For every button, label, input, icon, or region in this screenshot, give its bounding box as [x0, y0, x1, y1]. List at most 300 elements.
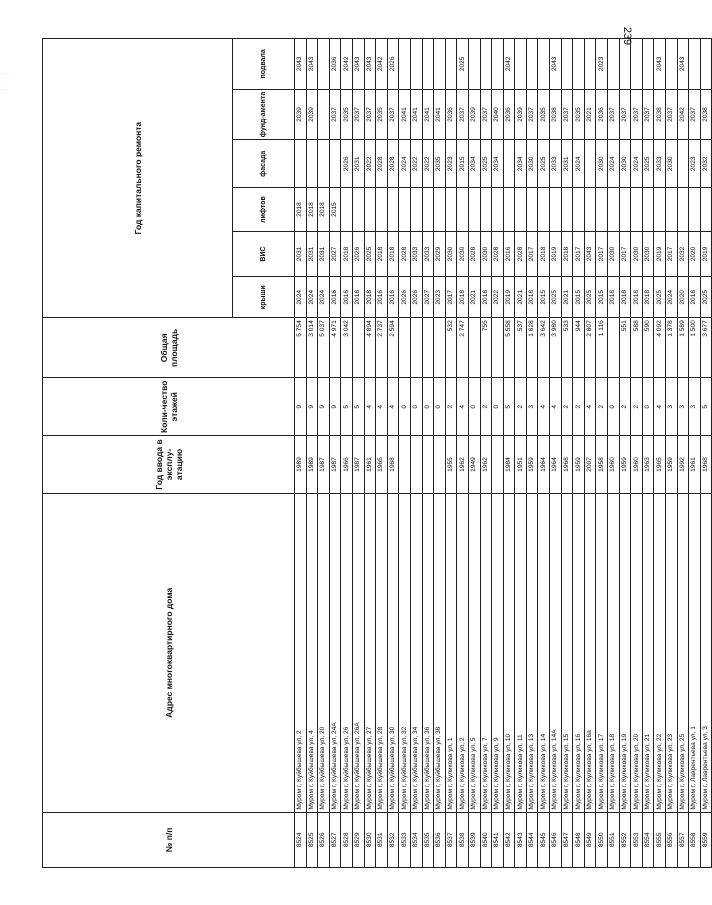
- cell-vis: 2025: [364, 231, 376, 277]
- cell-vis: 2030: [480, 231, 492, 277]
- cell-facade: [329, 140, 341, 188]
- cell-facade: 2023: [445, 140, 457, 188]
- header-lifts: лифтов: [233, 188, 295, 231]
- cell-foundation: 2041: [434, 89, 446, 140]
- cell-lifts: [515, 188, 527, 231]
- cell-basement: [480, 39, 492, 90]
- cell-vis: 2033: [410, 231, 422, 277]
- table-row: [700, 39, 712, 868]
- table-row: [445, 39, 457, 868]
- cell-address: Муром г, Куйбышева ул, 27: [364, 493, 376, 812]
- cell-foundation: 2041: [410, 89, 422, 140]
- cell-foundation: 2037: [631, 89, 643, 140]
- cell-roof: 2026: [399, 277, 411, 318]
- cell-basement: [584, 39, 596, 90]
- cell-number: 8540: [480, 812, 492, 867]
- cell-vis: 2028: [515, 231, 527, 277]
- cell-area: [492, 318, 504, 378]
- cell-basement: 2042: [503, 39, 515, 90]
- header-year: Год ввода в эксплу-атацию: [43, 436, 295, 494]
- cell-basement: 2043: [352, 39, 364, 90]
- cell-basement: [608, 39, 620, 90]
- cell-facade: 2022: [422, 140, 434, 188]
- table-row: [387, 39, 399, 868]
- cell-floors: 5: [341, 378, 353, 436]
- cell-address: Муром г, Куйбышева ул, 38: [434, 493, 446, 812]
- table-row: [666, 39, 678, 868]
- cell-address: Муром г, Куликова ул, 15: [561, 493, 573, 812]
- cell-number: 8549: [584, 812, 596, 867]
- cell-address: Муром г, Куликова ул, 25: [677, 493, 689, 812]
- cell-foundation: 2035: [341, 89, 353, 140]
- cell-year: 1959: [666, 436, 678, 494]
- header-basement: подвала: [233, 39, 295, 90]
- cell-area: 590: [642, 318, 654, 378]
- cell-area: 3 980: [550, 318, 562, 378]
- cell-address: Муром г, Лаврентьева ул, 3: [700, 493, 712, 812]
- repair-schedule-table: [42, 38, 712, 868]
- cell-area: [422, 318, 434, 378]
- cell-roof: 2017: [445, 277, 457, 318]
- cell-roof: 2016: [329, 277, 341, 318]
- cell-area: [608, 318, 620, 378]
- table-row: [573, 39, 585, 868]
- cell-address: Муром г, Куликова ул, 10: [503, 493, 515, 812]
- cell-foundation: 2039: [515, 89, 527, 140]
- table-row: [480, 39, 492, 868]
- cell-vis: 2031: [318, 231, 330, 277]
- cell-roof: 2025: [654, 277, 666, 318]
- cell-floors: 4: [584, 378, 596, 436]
- cell-lifts: 2018: [295, 188, 307, 231]
- cell-number: 8545: [538, 812, 550, 867]
- cell-foundation: 2037: [561, 89, 573, 140]
- cell-basement: 2043: [550, 39, 562, 90]
- cell-address: Муром г, Куйбышева ул, 32: [399, 493, 411, 812]
- cell-number: 8541: [492, 812, 504, 867]
- cell-year: 2007: [584, 436, 596, 494]
- cell-floors: 2: [480, 378, 492, 436]
- cell-area: 4 971: [329, 318, 341, 378]
- cell-address: Муром г, Куйбышева ул, 34: [410, 493, 422, 812]
- cell-floors: 9: [318, 378, 330, 436]
- cell-foundation: 2041: [399, 89, 411, 140]
- cell-facade: 2030: [526, 140, 538, 188]
- cell-number: 8551: [608, 812, 620, 867]
- cell-vis: 2017: [596, 231, 608, 277]
- cell-vis: 2018: [538, 231, 550, 277]
- cell-year: 1960: [631, 436, 643, 494]
- cell-address: Муром г, Куликова ул, 22: [654, 493, 666, 812]
- cell-facade: 2034: [468, 140, 480, 188]
- cell-facade: [306, 140, 318, 188]
- cell-basement: 2025: [457, 39, 469, 90]
- cell-number: 8535: [422, 812, 434, 867]
- cell-year: 1966: [341, 436, 353, 494]
- cell-area: 2 807: [584, 318, 596, 378]
- cell-vis: 2030: [642, 231, 654, 277]
- cell-area: 5 037: [318, 318, 330, 378]
- cell-vis: 2028: [468, 231, 480, 277]
- cell-year: 1949: [468, 436, 480, 494]
- cell-lifts: [364, 188, 376, 231]
- cell-address: Муром г, Куйбышева ул, 36: [422, 493, 434, 812]
- cell-number: 8539: [468, 812, 480, 867]
- cell-floors: 2: [619, 378, 631, 436]
- cell-area: [468, 318, 480, 378]
- cell-floors: 0: [468, 378, 480, 436]
- cell-year: 1958: [596, 436, 608, 494]
- cell-facade: 2024: [573, 140, 585, 188]
- cell-facade: 2025: [642, 140, 654, 188]
- cell-facade: 2030: [619, 140, 631, 188]
- table-row: [503, 39, 515, 868]
- cell-area: 1 500: [689, 318, 701, 378]
- cell-vis: 2033: [422, 231, 434, 277]
- cell-lifts: [399, 188, 411, 231]
- cell-foundation: 2036: [503, 89, 515, 140]
- cell-year: 1961: [364, 436, 376, 494]
- table-row: [538, 39, 550, 868]
- cell-year: 1962: [480, 436, 492, 494]
- cell-address: Муром г, Куйбышева ул, 30: [387, 493, 399, 812]
- cell-address: Муром г, Куликова ул, 14А: [550, 493, 562, 812]
- cell-lifts: [550, 188, 562, 231]
- cell-year: 1989: [306, 436, 318, 494]
- cell-area: 4 894: [364, 318, 376, 378]
- cell-foundation: 2039: [306, 89, 318, 140]
- cell-floors: 9: [295, 378, 307, 436]
- cell-address: Муром г, Куликова ул, 9: [492, 493, 504, 812]
- cell-area: 944: [573, 318, 585, 378]
- cell-year: 1968: [700, 436, 712, 494]
- cell-facade: 2024: [631, 140, 643, 188]
- cell-facade: 2023: [689, 140, 701, 188]
- cell-number: 8556: [666, 812, 678, 867]
- table-row: [561, 39, 573, 868]
- cell-basement: [492, 39, 504, 90]
- cell-facade: 2025: [538, 140, 550, 188]
- cell-roof: 2024: [666, 277, 678, 318]
- table-row: [584, 39, 596, 868]
- cell-basement: 2043: [306, 39, 318, 90]
- cell-vis: 2018: [561, 231, 573, 277]
- cell-facade: 2024: [608, 140, 620, 188]
- cell-area: [352, 318, 364, 378]
- cell-floors: 5: [700, 378, 712, 436]
- cell-area: 3 014: [306, 318, 318, 378]
- cell-floors: 0: [492, 378, 504, 436]
- cell-facade: 2033: [550, 140, 562, 188]
- header-address: Адрес многоквартирного дома: [43, 493, 295, 812]
- cell-foundation: 2039: [295, 89, 307, 140]
- cell-foundation: 2035: [538, 89, 550, 140]
- cell-basement: [318, 39, 330, 90]
- cell-foundation: 2037: [480, 89, 492, 140]
- cell-basement: 2043: [364, 39, 376, 90]
- cell-floors: 2: [561, 378, 573, 436]
- cell-address: Муром г, Куликова ул, 2: [457, 493, 469, 812]
- cell-basement: 2043: [654, 39, 666, 90]
- cell-address: Муром г, Куйбышева ул, 2: [295, 493, 307, 812]
- cell-basement: [561, 39, 573, 90]
- cell-foundation: 2037: [387, 89, 399, 140]
- cell-floors: 2: [445, 378, 457, 436]
- cell-roof: 2024: [295, 277, 307, 318]
- cell-area: 533: [561, 318, 573, 378]
- cell-floors: 4: [376, 378, 388, 436]
- page-number: 239: [620, 26, 633, 46]
- cell-floors: 0: [642, 378, 654, 436]
- table-row: [341, 39, 353, 868]
- cell-lifts: [561, 188, 573, 231]
- rotated-table-container: [42, 38, 710, 868]
- cell-address: Муром г, Куликова ул, 14: [538, 493, 550, 812]
- cell-roof: 2021: [561, 277, 573, 318]
- cell-facade: 2024: [399, 140, 411, 188]
- cell-lifts: [422, 188, 434, 231]
- cell-roof: 2015: [573, 277, 585, 318]
- cell-lifts: 2018: [318, 188, 330, 231]
- cell-facade: 2031: [352, 140, 364, 188]
- cell-year: 1959: [526, 436, 538, 494]
- scan-artifacts: · · · · · ·: [1, 71, 9, 93]
- cell-basement: 2036: [329, 39, 341, 90]
- cell-number: 8554: [642, 812, 654, 867]
- cell-vis: 2032: [677, 231, 689, 277]
- cell-year: 1963: [642, 436, 654, 494]
- cell-area: 5 558: [503, 318, 515, 378]
- cell-facade: 2028: [376, 140, 388, 188]
- cell-floors: 4: [538, 378, 550, 436]
- cell-number: 8524: [295, 812, 307, 867]
- cell-year: 1955: [445, 436, 457, 494]
- cell-floors: 2: [631, 378, 643, 436]
- table-row: [677, 39, 689, 868]
- cell-foundation: [318, 89, 330, 140]
- cell-number: 8550: [596, 812, 608, 867]
- cell-lifts: [631, 188, 643, 231]
- cell-area: 755: [480, 318, 492, 378]
- table-row: [608, 39, 620, 868]
- cell-vis: 2031: [306, 231, 318, 277]
- cell-floors: 3: [689, 378, 701, 436]
- cell-number: 8542: [503, 812, 515, 867]
- cell-number: 8546: [550, 812, 562, 867]
- table-row: [399, 39, 411, 868]
- table-row: [364, 39, 376, 868]
- header-facade: фасада: [233, 140, 295, 188]
- cell-foundation: 2035: [376, 89, 388, 140]
- cell-vis: 2043: [584, 231, 596, 277]
- cell-vis: 2019: [550, 231, 562, 277]
- cell-address: Муром г, Куликова ул, 18: [608, 493, 620, 812]
- table-row: [468, 39, 480, 868]
- cell-area: [410, 318, 422, 378]
- table-row: [642, 39, 654, 868]
- cell-basement: [410, 39, 422, 90]
- cell-number: 8538: [457, 812, 469, 867]
- cell-basement: [642, 39, 654, 90]
- table-row: [492, 39, 504, 868]
- cell-facade: [584, 140, 596, 188]
- cell-roof: 2018: [631, 277, 643, 318]
- cell-address: Муром г, Куйбышева ул, 20: [318, 493, 330, 812]
- table-row: [654, 39, 666, 868]
- cell-floors: 9: [306, 378, 318, 436]
- cell-lifts: [642, 188, 654, 231]
- cell-lifts: [457, 188, 469, 231]
- cell-facade: 2033: [654, 140, 666, 188]
- cell-foundation: 2037: [364, 89, 376, 140]
- cell-basement: [515, 39, 527, 90]
- table-row: [526, 39, 538, 868]
- table-row: [376, 39, 388, 868]
- cell-foundation: 2037: [329, 89, 341, 140]
- cell-number: 8533: [399, 812, 411, 867]
- table-row: [689, 39, 701, 868]
- cell-vis: 2026: [352, 231, 364, 277]
- cell-lifts: [584, 188, 596, 231]
- cell-basement: 2026: [387, 39, 399, 90]
- header-vis: ВИС: [233, 231, 295, 277]
- cell-foundation: 2037: [608, 89, 620, 140]
- cell-facade: 2034: [515, 140, 527, 188]
- cell-number: 8534: [410, 812, 422, 867]
- cell-area: 537: [515, 318, 527, 378]
- cell-basement: 2042: [376, 39, 388, 90]
- cell-basement: 2023: [596, 39, 608, 90]
- cell-year: [434, 436, 446, 494]
- cell-floors: 9: [329, 378, 341, 436]
- cell-area: 1 589: [677, 318, 689, 378]
- cell-address: Муром г, Куликова ул, 21: [642, 493, 654, 812]
- cell-lifts: 2015: [329, 188, 341, 231]
- cell-address: Муром г, Куйбышева ул, 26А: [352, 493, 364, 812]
- cell-lifts: [480, 188, 492, 231]
- cell-floors: 0: [434, 378, 446, 436]
- cell-basement: [538, 39, 550, 90]
- cell-area: 1 116: [596, 318, 608, 378]
- cell-area: 551: [619, 318, 631, 378]
- cell-facade: 2022: [410, 140, 422, 188]
- cell-roof: 2023: [434, 277, 446, 318]
- header-number: № п/п: [43, 812, 295, 867]
- cell-area: 3 642: [538, 318, 550, 378]
- cell-facade: 2032: [700, 140, 712, 188]
- cell-facade: [318, 140, 330, 188]
- cell-year: 1964: [538, 436, 550, 494]
- cell-vis: 2017: [666, 231, 678, 277]
- cell-number: 8525: [306, 812, 318, 867]
- cell-foundation: 2037: [457, 89, 469, 140]
- cell-number: 8557: [677, 812, 689, 867]
- cell-roof: 2018: [457, 277, 469, 318]
- cell-floors: 0: [608, 378, 620, 436]
- cell-foundation: 2037: [642, 89, 654, 140]
- cell-foundation: 2035: [573, 89, 585, 140]
- cell-address: Муром г, Куликова ул, 5: [468, 493, 480, 812]
- cell-foundation: 2037: [352, 89, 364, 140]
- cell-year: 1959: [619, 436, 631, 494]
- cell-floors: 3: [666, 378, 678, 436]
- cell-area: 532: [445, 318, 457, 378]
- cell-floors: 3: [677, 378, 689, 436]
- cell-year: 1965: [376, 436, 388, 494]
- cell-vis: 2027: [329, 231, 341, 277]
- cell-area: 1 378: [666, 318, 678, 378]
- cell-lifts: [410, 188, 422, 231]
- cell-roof: 2022: [492, 277, 504, 318]
- cell-foundation: 2039: [468, 89, 480, 140]
- cell-year: 1968: [387, 436, 399, 494]
- cell-basement: [445, 39, 457, 90]
- cell-foundation: 2036: [445, 89, 457, 140]
- cell-foundation: 2037: [526, 89, 538, 140]
- header-repair-group: Год капитального ремонта: [43, 39, 233, 318]
- cell-vis: 2030: [631, 231, 643, 277]
- cell-facade: 2030: [666, 140, 678, 188]
- cell-basement: 2043: [295, 39, 307, 90]
- table-row: [352, 39, 364, 868]
- cell-roof: 2019: [503, 277, 515, 318]
- cell-area: 2 594: [387, 318, 399, 378]
- cell-number: 8531: [376, 812, 388, 867]
- cell-floors: 2: [515, 378, 527, 436]
- cell-foundation: 2038: [550, 89, 562, 140]
- cell-number: 8548: [573, 812, 585, 867]
- cell-year: 1987: [318, 436, 330, 494]
- cell-roof: 2025: [550, 277, 562, 318]
- cell-year: 1984: [503, 436, 515, 494]
- cell-facade: 2034: [492, 140, 504, 188]
- cell-foundation: 2037: [689, 89, 701, 140]
- cell-area: 1 628: [526, 318, 538, 378]
- cell-roof: 2018: [364, 277, 376, 318]
- cell-basement: [700, 39, 712, 90]
- cell-vis: 2017: [526, 231, 538, 277]
- cell-roof: 2016: [387, 277, 399, 318]
- cell-address: Муром г, Куликова ул, 16а: [584, 493, 596, 812]
- cell-facade: 2028: [387, 140, 399, 188]
- cell-basement: [468, 39, 480, 90]
- cell-roof: 2024: [318, 277, 330, 318]
- cell-year: 1992: [677, 436, 689, 494]
- cell-lifts: [654, 188, 666, 231]
- cell-facade: [295, 140, 307, 188]
- cell-basement: [573, 39, 585, 90]
- cell-address: Муром г, Куйбышева ул, 4: [306, 493, 318, 812]
- cell-facade: [677, 140, 689, 188]
- table-row: [631, 39, 643, 868]
- cell-roof: 2025: [700, 277, 712, 318]
- cell-vis: 2030: [445, 231, 457, 277]
- table-row: [619, 39, 631, 868]
- cell-number: 8529: [352, 812, 364, 867]
- cell-roof: 2018: [608, 277, 620, 318]
- table-row: [410, 39, 422, 868]
- cell-number: 8547: [561, 812, 573, 867]
- cell-area: 4 092: [654, 318, 666, 378]
- cell-year: 1960: [608, 436, 620, 494]
- cell-address: Муром г, Куликова ул, 17: [596, 493, 608, 812]
- cell-year: 1962: [457, 436, 469, 494]
- cell-address: Муром г, Лаврентьева ул, 1: [689, 493, 701, 812]
- cell-floors: 4: [550, 378, 562, 436]
- cell-address: Муром г, Куликова ул, 1: [445, 493, 457, 812]
- cell-number: 8530: [364, 812, 376, 867]
- cell-vis: 2018: [387, 231, 399, 277]
